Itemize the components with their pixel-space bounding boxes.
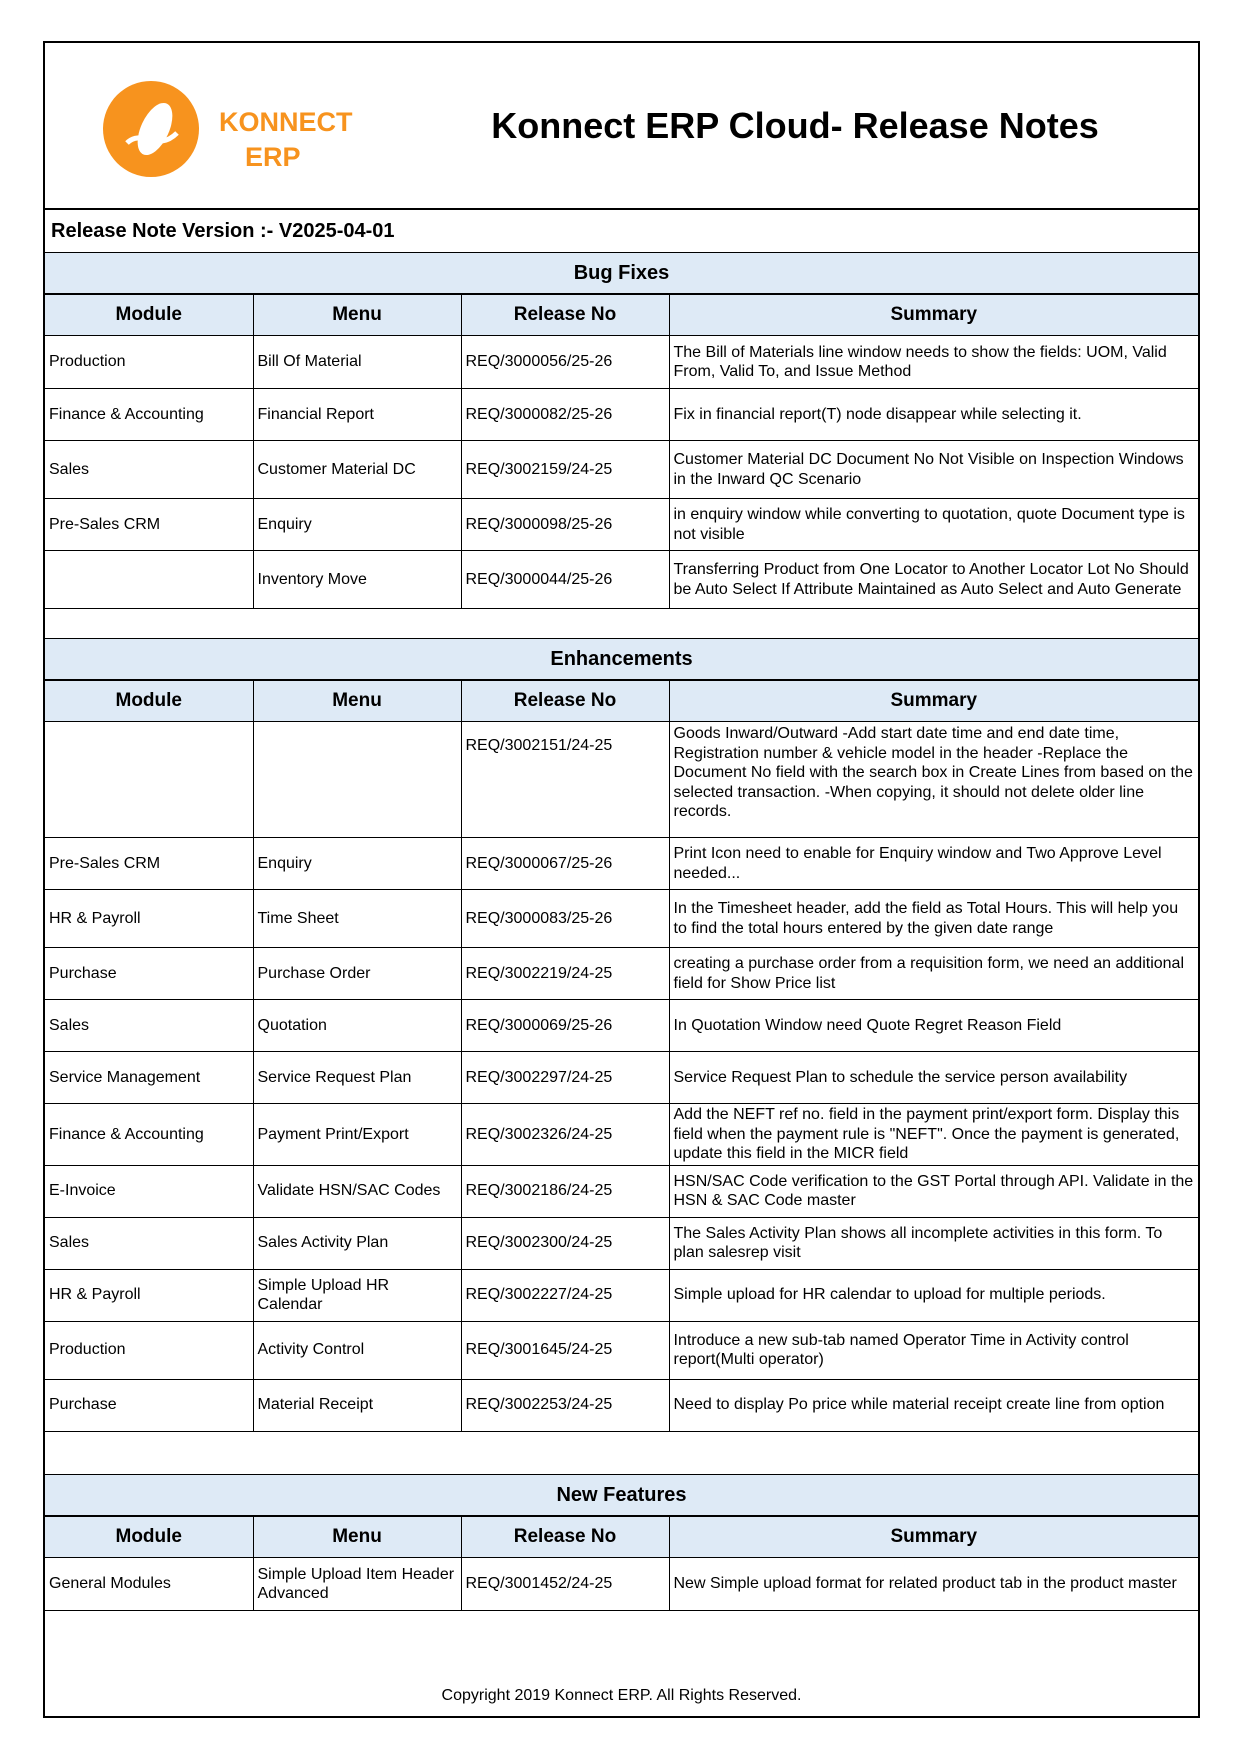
cell-summary: Print Icon need to enable for Enquiry window and Two Approve Level needed... <box>669 838 1198 890</box>
cell-menu: Purchase Order <box>253 948 461 1000</box>
table-row <box>45 499 1198 551</box>
column-header-summary: Summary <box>669 295 1198 336</box>
cell-summary: New Simple upload format for related product tab in the product master <box>669 1558 1198 1611</box>
table-row <box>45 1217 1198 1269</box>
cell-module: Sales <box>45 1217 253 1269</box>
cell-module: Pre-Sales CRM <box>45 838 253 890</box>
cell-menu: Validate HSN/SAC Codes <box>253 1165 461 1217</box>
table-header-row <box>45 1517 1198 1558</box>
cell-release-no: REQ/3000083/25-26 <box>461 890 669 948</box>
bug-fixes-table <box>45 294 1198 609</box>
enhancements-title: Enhancements <box>45 639 1198 680</box>
cell-module <box>45 551 253 609</box>
cell-module: HR & Payroll <box>45 890 253 948</box>
cell-module <box>45 722 253 838</box>
cell-module: Production <box>45 1321 253 1379</box>
table-header-row <box>45 681 1198 722</box>
cell-menu: Payment Print/Export <box>253 1104 461 1166</box>
cell-summary: Transferring Product from One Locator to Another Locator Lot No Should be Auto Select If Attribute Maintained as Auto Select and Auto Generate <box>669 551 1198 609</box>
table-row <box>45 1269 1198 1321</box>
document-header <box>45 43 1198 210</box>
cell-module: Finance & Accounting <box>45 389 253 441</box>
cell-module: Finance & Accounting <box>45 1104 253 1166</box>
cell-summary: The Bill of Materials line window needs to show the fields: UOM, Valid From, Valid To, and Issue Method <box>669 336 1198 389</box>
cell-summary: creating a purchase order from a requisition form, we need an additional field for Show Price list <box>669 948 1198 1000</box>
section-spacer <box>45 608 1198 639</box>
table-row <box>45 890 1198 948</box>
cell-menu: Service Request Plan <box>253 1052 461 1104</box>
cell-menu: Time Sheet <box>253 890 461 948</box>
table-row <box>45 1379 1198 1431</box>
cell-summary: The Sales Activity Plan shows all incomplete activities in this form. To plan salesrep visit <box>669 1217 1198 1269</box>
table-header-row <box>45 295 1198 336</box>
enhancements-table <box>45 680 1198 1432</box>
table-row <box>45 441 1198 499</box>
column-header-module: Module <box>45 1517 253 1558</box>
cell-summary: In the Timesheet header, add the field as Total Hours. This will help you to find the total hours entered by the given date range <box>669 890 1198 948</box>
cell-summary: Simple upload for HR calendar to upload for multiple periods. <box>669 1269 1198 1321</box>
cell-menu: Simple Upload Item Header Advanced <box>253 1558 461 1611</box>
cell-summary: in enquiry window while converting to quotation, quote Document type is not visible <box>669 499 1198 551</box>
column-header-release-no: Release No <box>461 681 669 722</box>
cell-release-no: REQ/3002300/24-25 <box>461 1217 669 1269</box>
cell-release-no: REQ/3002219/24-25 <box>461 948 669 1000</box>
cell-release-no: REQ/3000067/25-26 <box>461 838 669 890</box>
column-header-menu: Menu <box>253 681 461 722</box>
cell-module: Sales <box>45 1000 253 1052</box>
cell-module: Purchase <box>45 1379 253 1431</box>
cell-summary: HSN/SAC Code verification to the GST Portal through API. Validate in the HSN & SAC Code master <box>669 1165 1198 1217</box>
table-row <box>45 838 1198 890</box>
table-row <box>45 1321 1198 1379</box>
svg-text:KONNECT: KONNECT <box>219 107 353 137</box>
cell-release-no: REQ/3002253/24-25 <box>461 1379 669 1431</box>
svg-text:ERP: ERP <box>245 142 301 172</box>
cell-module: Purchase <box>45 948 253 1000</box>
table-row <box>45 722 1198 838</box>
cell-menu: Enquiry <box>253 838 461 890</box>
section-spacer <box>45 1438 1198 1475</box>
cell-menu: Bill Of Material <box>253 336 461 389</box>
cell-summary: Add the NEFT ref no. field in the payment print/export form. Display this field when the payment rule is "NEFT". Once the payment is generated, update this field in the MICR field <box>669 1104 1198 1166</box>
cell-menu: Inventory Move <box>253 551 461 609</box>
cell-menu: Simple Upload HR Calendar <box>253 1269 461 1321</box>
cell-summary: Service Request Plan to schedule the service person availability <box>669 1052 1198 1104</box>
cell-release-no: REQ/3001645/24-25 <box>461 1321 669 1379</box>
cell-release-no: REQ/3000082/25-26 <box>461 389 669 441</box>
column-header-module: Module <box>45 681 253 722</box>
cell-menu: Activity Control <box>253 1321 461 1379</box>
cell-module: HR & Payroll <box>45 1269 253 1321</box>
table-row <box>45 1052 1198 1104</box>
cell-release-no: REQ/3002159/24-25 <box>461 441 669 499</box>
cell-release-no: REQ/3000098/25-26 <box>461 499 669 551</box>
cell-summary: Goods Inward/Outward -Add start date time and end date time, Registration number & vehicle model in the header -Replace the Document No field with the search box in Create Lines from based on the selected transaction. -When copying, it should not delete older line records. <box>669 722 1198 838</box>
column-header-release-no: Release No <box>461 1517 669 1558</box>
cell-release-no: REQ/3002151/24-25 <box>461 722 669 838</box>
cell-module: E-Invoice <box>45 1165 253 1217</box>
column-header-module: Module <box>45 295 253 336</box>
cell-release-no: REQ/3000069/25-26 <box>461 1000 669 1052</box>
table-row <box>45 1104 1198 1166</box>
copyright-footer: Copyright 2019 Konnect ERP. All Rights Reserved. <box>441 1687 802 1704</box>
cell-summary: Customer Material DC Document No Not Visible on Inspection Windows in the Inward QC Scenario <box>669 441 1198 499</box>
cell-menu <box>253 722 461 838</box>
cell-menu: Material Receipt <box>253 1379 461 1431</box>
column-header-summary: Summary <box>669 681 1198 722</box>
cell-module: Sales <box>45 441 253 499</box>
release-version: Release Note Version :- V2025-04-01 <box>45 210 1198 253</box>
cell-summary: Introduce a new sub-tab named Operator Time in Activity control report(Multi operator) <box>669 1321 1198 1379</box>
cell-summary: Need to display Po price while material receipt create line from option <box>669 1379 1198 1431</box>
column-header-menu: Menu <box>253 295 461 336</box>
konnect-erp-logo <box>97 73 377 183</box>
column-header-release-no: Release No <box>461 295 669 336</box>
cell-menu: Quotation <box>253 1000 461 1052</box>
cell-menu: Sales Activity Plan <box>253 1217 461 1269</box>
bug-fixes-title: Bug Fixes <box>45 253 1198 294</box>
cell-module: General Modules <box>45 1558 253 1611</box>
cell-release-no: REQ/3000044/25-26 <box>461 551 669 609</box>
cell-module: Production <box>45 336 253 389</box>
cell-menu: Financial Report <box>253 389 461 441</box>
table-row <box>45 948 1198 1000</box>
column-header-summary: Summary <box>669 1517 1198 1558</box>
new-features-table <box>45 1516 1198 1611</box>
table-row <box>45 389 1198 441</box>
cell-summary: In Quotation Window need Quote Regret Reason Field <box>669 1000 1198 1052</box>
cell-release-no: REQ/3002227/24-25 <box>461 1269 669 1321</box>
cell-release-no: REQ/3002326/24-25 <box>461 1104 669 1166</box>
cell-module: Pre-Sales CRM <box>45 499 253 551</box>
column-header-menu: Menu <box>253 1517 461 1558</box>
cell-release-no: REQ/3002186/24-25 <box>461 1165 669 1217</box>
cell-release-no: REQ/3001452/24-25 <box>461 1558 669 1611</box>
cell-release-no: REQ/3002297/24-25 <box>461 1052 669 1104</box>
table-row <box>45 336 1198 389</box>
table-row <box>45 1165 1198 1217</box>
cell-module: Service Management <box>45 1052 253 1104</box>
table-row <box>45 1000 1198 1052</box>
table-row <box>45 1558 1198 1611</box>
cell-release-no: REQ/3000056/25-26 <box>461 336 669 389</box>
cell-summary: Fix in financial report(T) node disappear while selecting it. <box>669 389 1198 441</box>
release-notes-page <box>43 41 1200 1718</box>
document-title: Konnect ERP Cloud- Release Notes <box>491 105 1099 146</box>
cell-menu: Enquiry <box>253 499 461 551</box>
cell-menu: Customer Material DC <box>253 441 461 499</box>
new-features-title: New Features <box>45 1475 1198 1516</box>
table-row <box>45 551 1198 609</box>
